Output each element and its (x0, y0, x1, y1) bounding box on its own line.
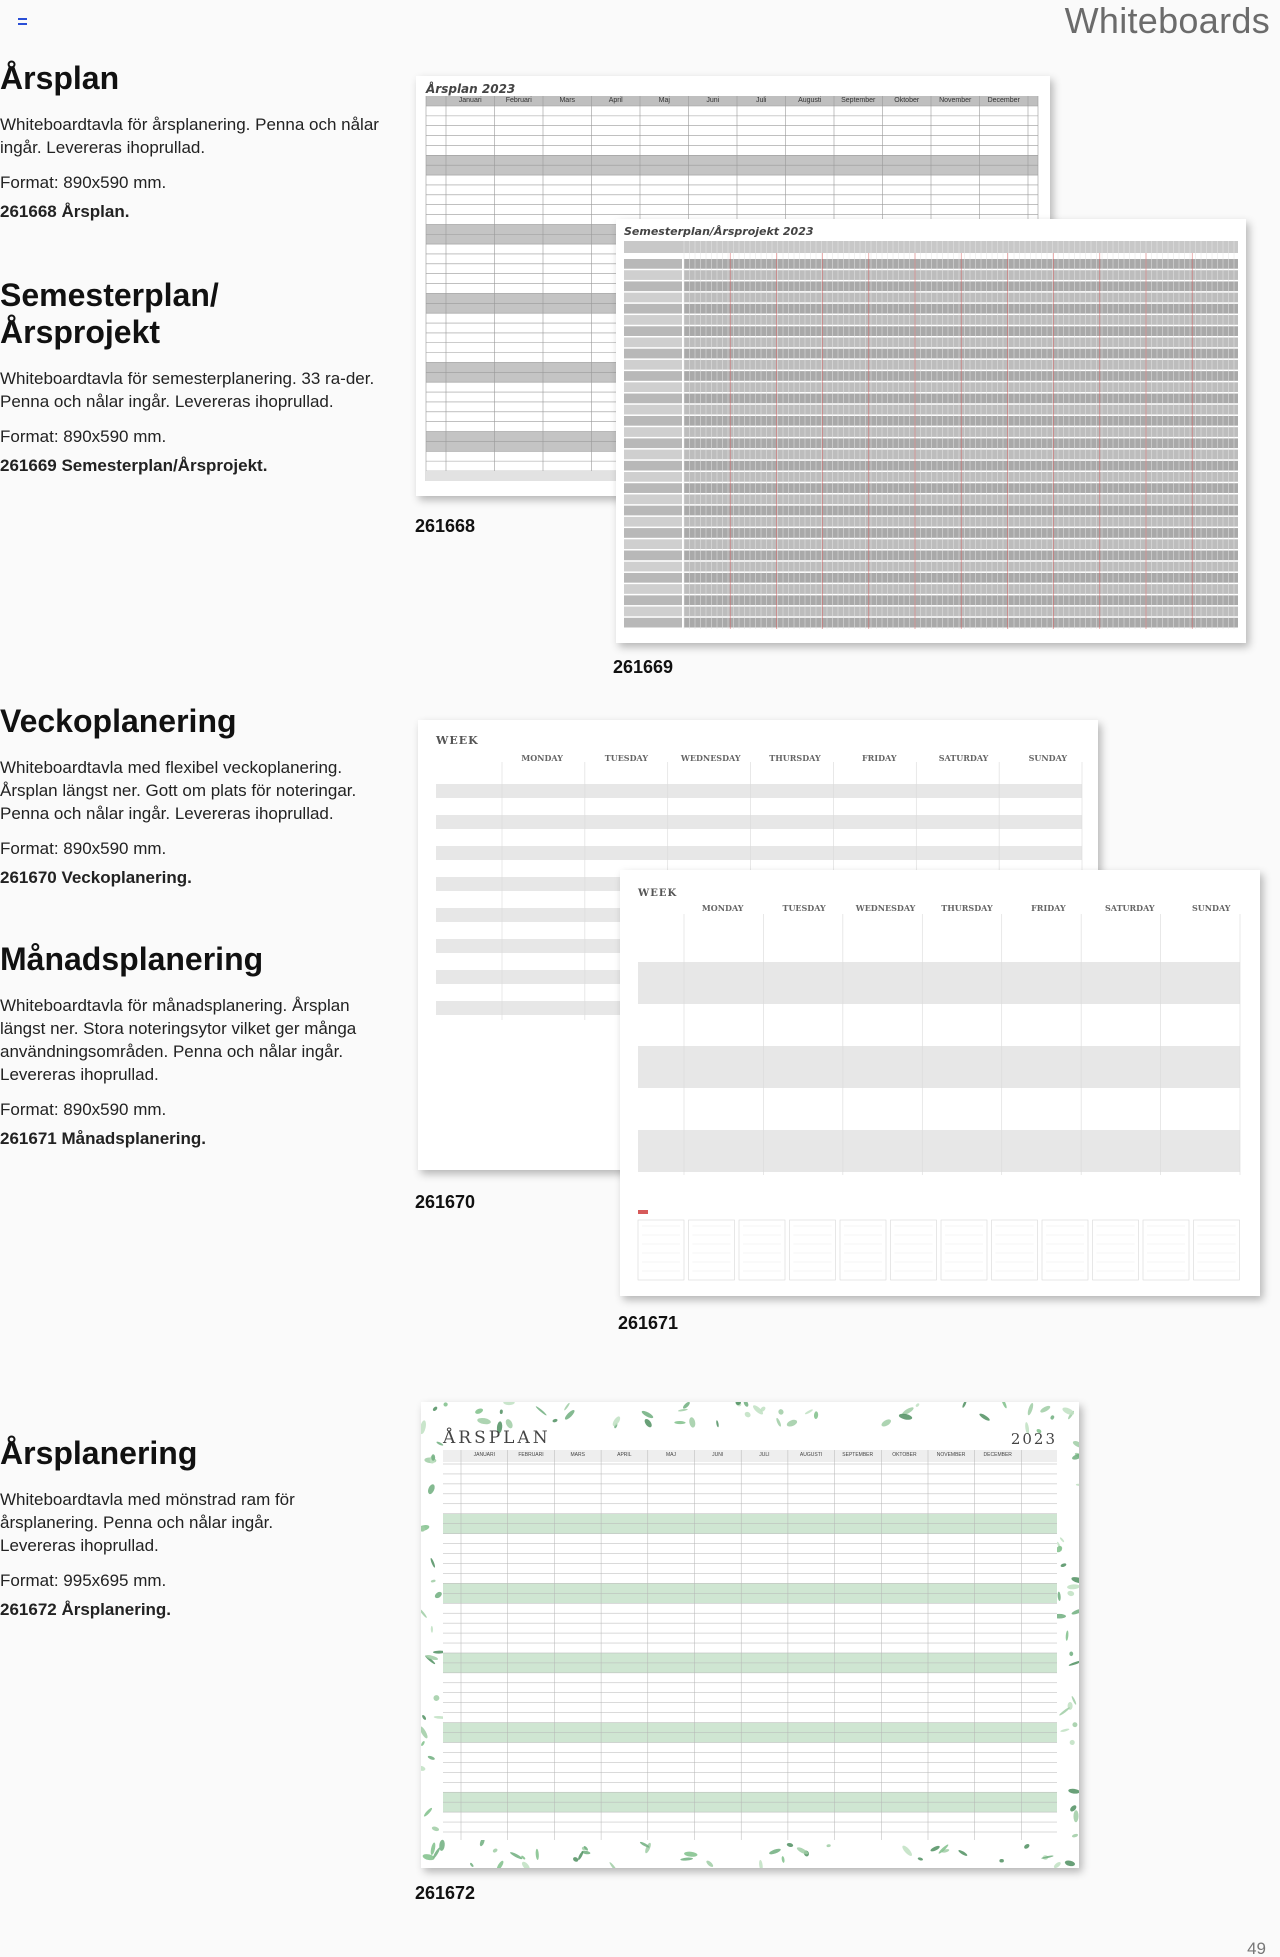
board-title: Årsplan 2023 (426, 82, 516, 96)
board-semesterplan (616, 219, 1246, 643)
header-label: September (841, 97, 876, 104)
week-label: WEEK (436, 734, 479, 747)
header-label: Maj (658, 97, 670, 104)
product-semesterplan (0, 277, 380, 477)
product-manadsplanering (0, 941, 375, 1150)
header-label: MARS (570, 1452, 585, 1458)
header-label: AUGUSTI (799, 1452, 823, 1458)
header-label: WEDNESDAY (680, 753, 741, 763)
product-description: Whiteboardtavla för semesterplanering. 33 ra-der. Penna och nålar ingår. Levereras ihoprullad. (0, 369, 375, 411)
header-label: MONDAY (521, 753, 563, 763)
header-label: TUESDAY (782, 903, 826, 913)
header-label: WEDNESDAY (855, 903, 916, 913)
header-label: November (939, 97, 972, 104)
semesterplan-grid (616, 219, 1246, 643)
product-code: 261668 Årsplan. (0, 202, 130, 221)
header-label: December (987, 97, 1020, 104)
caption-261668: 261668 (415, 516, 476, 536)
header-label: JUNI (712, 1452, 724, 1458)
product-format: Format: 890x590 mm. (0, 1100, 167, 1119)
header-label: TUESDAY (604, 753, 649, 763)
corner-mark (18, 18, 27, 25)
arsplanering-grid (421, 1402, 1079, 1868)
product-code: 261672 Årsplanering. (0, 1600, 172, 1619)
header-label: Augusti (798, 97, 822, 104)
header-label: SUNDAY (1191, 903, 1231, 913)
page-number: 49 (1247, 1939, 1266, 1957)
board-title: Semesterplan/Årsprojekt 2023 (624, 225, 814, 238)
header-label: MONDAY (701, 903, 744, 913)
header-label: Juni (706, 97, 720, 104)
product-code: 261669 Semesterplan/Årsprojekt. (0, 456, 268, 475)
header-label: FRIDAY (862, 753, 897, 763)
month-header (461, 1452, 1021, 1458)
product-description: Whiteboardtavla för årsplanering. Penna och nålar ingår. Levereras ihoprullad. (0, 115, 379, 157)
product-title: Semesterplan/ Årsprojekt (0, 277, 219, 350)
header-label: JULI (759, 1452, 770, 1458)
product-title: Årsplan (0, 60, 120, 96)
caption-261671: 261671 (618, 1313, 679, 1333)
board-title: ÅRSPLAN (443, 1428, 551, 1448)
week-label: WEEK (638, 888, 678, 899)
header-label: THURSDAY (769, 753, 821, 763)
header-label: THURSDAY (941, 903, 993, 913)
product-format: Format: 890x590 mm. (0, 427, 167, 446)
header-label: SATURDAY (938, 753, 989, 763)
product-code: 261670 Veckoplanering. (0, 868, 192, 887)
header-label: Oktober (894, 97, 920, 104)
header-label: FEBRUARI (518, 1452, 544, 1458)
header-label: JANUARI (473, 1452, 496, 1458)
product-format: Format: 995x695 mm. (0, 1571, 167, 1590)
header-label: OKTOBER (892, 1452, 917, 1458)
product-title: Månadsplanering (0, 941, 264, 977)
header-label: NOVEMBER (936, 1452, 966, 1458)
header-label: SATURDAY (1105, 903, 1155, 913)
month-header (446, 97, 1028, 104)
header-label: FRIDAY (1031, 903, 1066, 913)
header-label: Mars (559, 97, 576, 104)
header-label: Februari (505, 97, 532, 104)
product-description: Whiteboardtavla med flexibel veckoplanering. Årsplan längst ner. Gott om plats för noteringar. Penna och nålar ingår. Levereras ihoprullad. (0, 758, 357, 823)
board-arsplanering (421, 1402, 1079, 1868)
manadsplanering-grid (620, 870, 1260, 1296)
product-arsplanering (0, 1435, 320, 1621)
board-year: 2023 (1010, 1430, 1057, 1448)
product-title: Årsplanering (0, 1435, 198, 1471)
board-manadsplanering (620, 870, 1260, 1296)
header-label: Januari (458, 97, 482, 104)
caption-261670: 261670 (415, 1192, 476, 1212)
header-label: SEPTEMBER (842, 1452, 874, 1458)
product-format: Format: 890x590 mm. (0, 839, 167, 858)
header-label: Juli (755, 97, 767, 104)
product-code: 261671 Månadsplanering. (0, 1129, 206, 1148)
header-label: April (608, 97, 623, 104)
caption-261669: 261669 (613, 657, 674, 677)
header-label: SUNDAY (1028, 753, 1068, 763)
caption-261672: 261672 (415, 1883, 476, 1903)
product-format: Format: 890x590 mm. (0, 173, 167, 192)
header-label: APRIL (617, 1452, 632, 1458)
product-description: Whiteboardtavla med mönstrad ram för årsplanering. Penna och nålar ingår. Levereras ihoprullad. (0, 1490, 295, 1555)
product-title: Veckoplanering (0, 703, 237, 739)
section-title: Whiteboards (1064, 0, 1270, 41)
product-veckoplanering (0, 703, 385, 889)
product-arsplan (0, 60, 385, 223)
header-label: MAJ (666, 1452, 677, 1458)
header-label: DECEMBER (983, 1452, 1012, 1458)
product-description: Whiteboardtavla för månadsplanering. Årsplan längst ner. Stora noteringsytor vilket ger många användningsområden. Penna och nålar ingår. Levereras ihoprullad. (0, 996, 357, 1084)
